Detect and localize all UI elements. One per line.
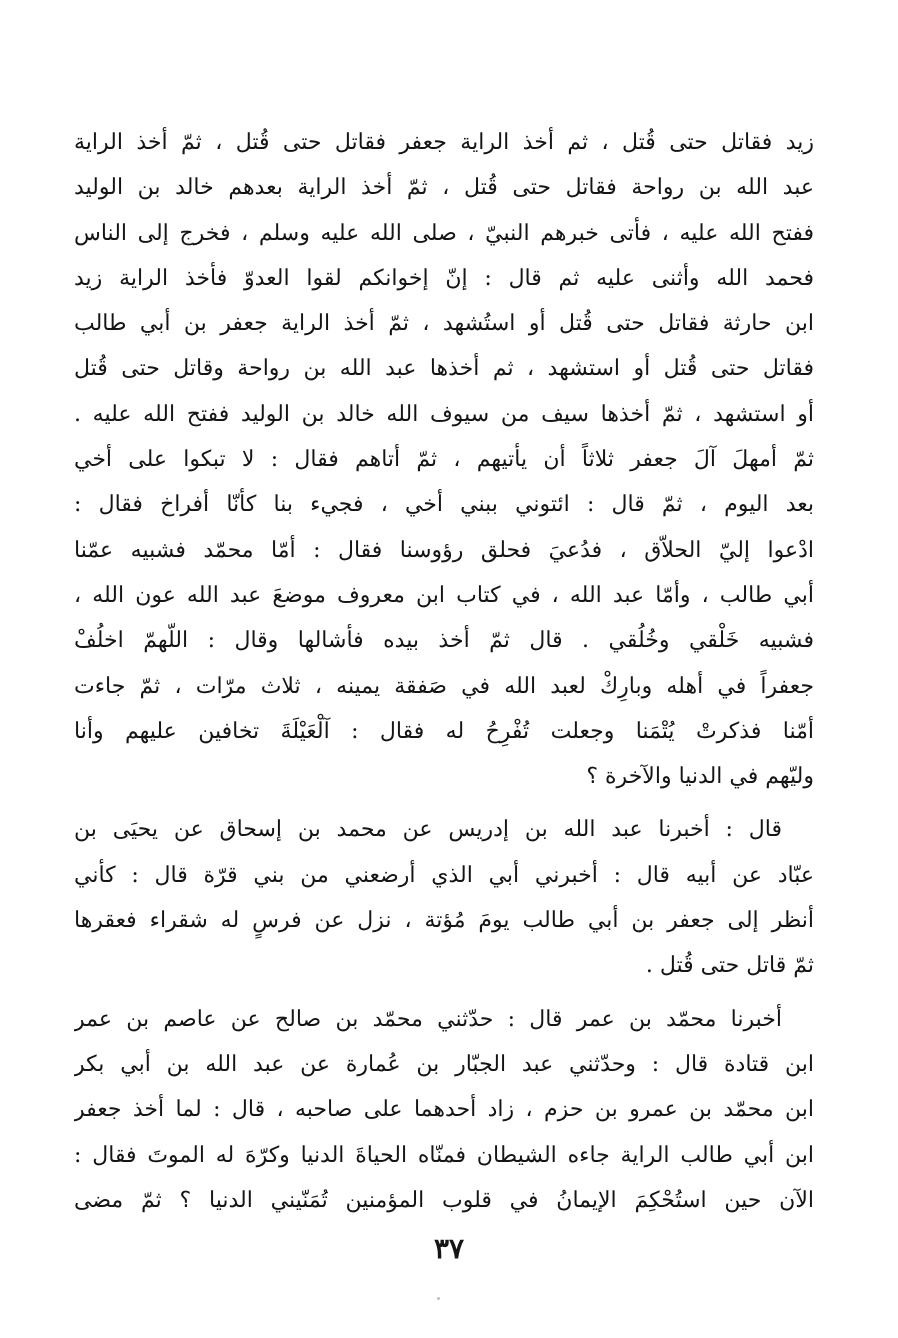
text-line: ابن حارثة فقاتل حتى قُتل أو استُشهد ، ثمّ أخذ الراية جعفر بن أبي طالب <box>74 311 814 337</box>
text-line: ثمّ أمهلَ آلَ جعفر ثلاثاً أن يأتيهم ، ثمّ أتاهم فقال : لا تبكوا على أخي <box>74 447 814 473</box>
text-line: عبد الله بن رواحة فقاتل حتى قُتل ، ثمّ أخذ الراية بعدهم خالد بن الوليد <box>74 175 814 201</box>
page-text <box>74 120 814 1223</box>
text-line: فقاتل حتى قُتل أو استشهد ، ثم أخذها عبد الله بن رواحة وقاتل حتى قُتل <box>74 356 814 382</box>
text-line: بعد اليوم ، ثمّ قال : ائتوني ببني أخي ، فجيء بنا كأنّا أفراخ فقال : <box>74 492 814 518</box>
text-line: ابن قتادة قال : وحدّثني عبد الجبّار بن عُمارة عن عبد الله بن أبي بكر <box>74 1051 814 1077</box>
text-line: أنظر إلى جعفر بن أبي طالب يومَ مُؤتة ، نزل عن فرسٍ له شقراء فعقرها <box>74 908 814 934</box>
text-line: أمّنا فذكرتْ يُتْمَنا وجعلت تُفْرِحُ له فقال : آلْعَيْلَةَ تخافين عليهم وأنا <box>74 718 814 744</box>
text-line: عبّاد عن أبيه قال : أخبرني أبي الذي أرضعني من بني قرّة قال : كأني <box>74 862 814 888</box>
text-line: وليّهم في الدنيا والآخرة ؟ <box>586 764 814 790</box>
page-number: ٣٧ <box>433 1232 465 1265</box>
paragraph-2 <box>74 807 814 988</box>
text-line: أبي طالب ، وأمّا عبد الله ، في كتاب ابن معروف موضعَ عبد الله عون الله ، <box>74 582 814 608</box>
text-line: الآن حين استُحْكِمَ الإيمانُ في قلوب المؤمنين تُمَنّيني الدنيا ؟ ثمّ مضى <box>74 1187 814 1213</box>
paragraph-3 <box>74 997 814 1223</box>
text-line: ثمّ قاتل حتى قُتل . <box>645 953 814 979</box>
paragraph-1 <box>74 120 814 799</box>
text-line: قال : أخبرنا عبد الله بن إدريس عن محمد بن إسحاق عن يحيَى بن <box>74 817 782 843</box>
text-line: ابن محمّد بن عمرو بن حزم ، زاد أحدهما على صاحبه ، قال : لما أخذ جعفر <box>74 1097 814 1123</box>
text-line: ففتح الله عليه ، فأتى خبرهم النبيّ ، صلى الله عليه وسلم ، فخرج إلى الناس <box>74 220 814 246</box>
text-line: أو استشهد ، ثمّ أخذها سيف من سيوف الله خالد بن الوليد ففتح الله عليه . <box>74 401 814 427</box>
text-line: فحمد الله وأثنى عليه ثم قال : إنّ إخوانكم لقوا العدوّ فأخذ الراية زيد <box>74 265 814 291</box>
text-line: جعفراً في أهله وبارِكْ لعبد الله في صَفقة يمينه ، ثلاث مرّات ، ثمّ جاءت <box>74 673 814 699</box>
text-line: فشبيه خَلْقي وخُلُقي . قال ثمّ أخذ بيده فأشالها وقال : اللّهمّ اخلُفْ <box>74 628 814 654</box>
text-line: زيد فقاتل حتى قُتل ، ثم أخذ الراية جعفر فقاتل حتى قُتل ، ثمّ أخذ الراية <box>74 130 814 155</box>
paper-speck <box>437 1297 440 1300</box>
text-line: ابن أبي طالب الراية جاءه الشيطان فمنّاه الحياةَ الدنيا وكرّهَ له الموتَ فقال : <box>74 1142 814 1168</box>
text-line: ادْعوا إليّ الحلاّق ، فدُعيَ فحلق رؤوسنا فقال : أمّا محمّد فشبيه عمّنا <box>74 537 814 563</box>
text-line: أخبرنا محمّد بن عمر قال : حدّثني محمّد بن صالح عن عاصم بن عمر <box>74 1006 782 1032</box>
